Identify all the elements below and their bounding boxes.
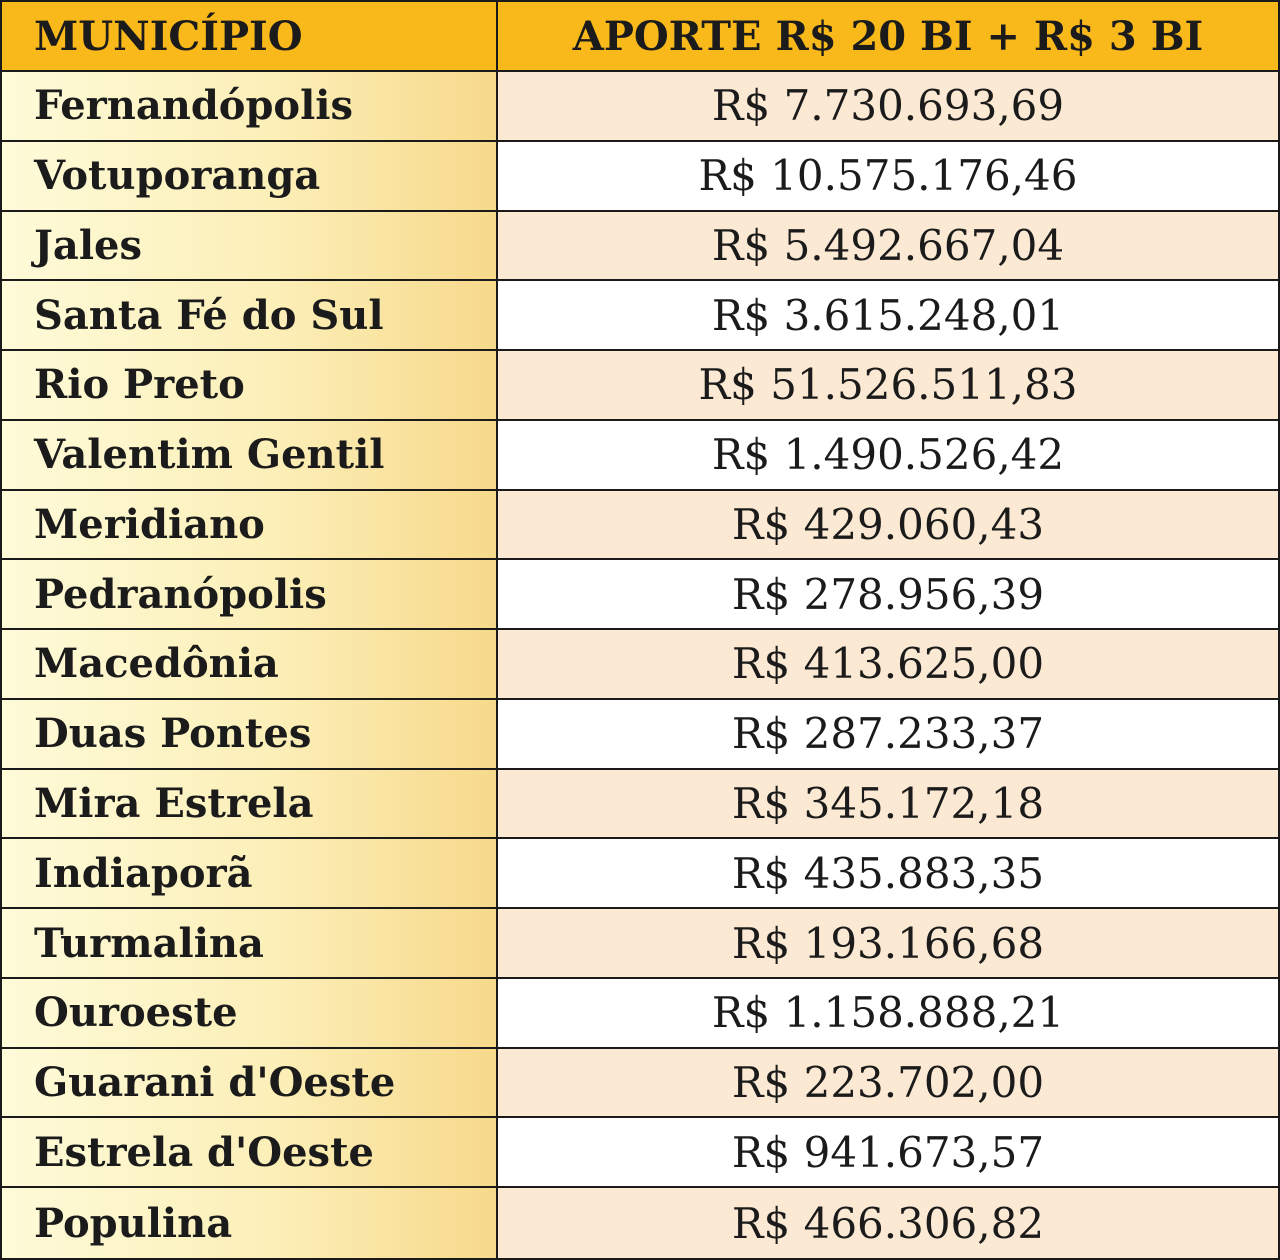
cell-municipio: Meridiano: [2, 491, 498, 561]
cell-aporte: R$ 413.625,00: [498, 630, 1278, 700]
cell-municipio: Mira Estrela: [2, 770, 498, 840]
cell-aporte: R$ 345.172,18: [498, 770, 1278, 840]
header-aporte: APORTE R$ 20 BI + R$ 3 BI: [498, 2, 1278, 72]
cell-municipio: Indiaporã: [2, 839, 498, 909]
cell-aporte: R$ 466.306,82: [498, 1188, 1278, 1258]
cell-municipio: Votuporanga: [2, 142, 498, 212]
cell-municipio: Jales: [2, 212, 498, 282]
cell-aporte: R$ 3.615.248,01: [498, 281, 1278, 351]
cell-municipio: Turmalina: [2, 909, 498, 979]
cell-aporte: R$ 223.702,00: [498, 1049, 1278, 1119]
cell-municipio: Duas Pontes: [2, 700, 498, 770]
header-municipio: MUNICÍPIO: [2, 2, 498, 72]
cell-aporte: R$ 278.956,39: [498, 560, 1278, 630]
cell-aporte: R$ 51.526.511,83: [498, 351, 1278, 421]
cell-aporte: R$ 429.060,43: [498, 491, 1278, 561]
cell-municipio: Rio Preto: [2, 351, 498, 421]
cell-municipio: Populina: [2, 1188, 498, 1258]
cell-aporte: R$ 941.673,57: [498, 1118, 1278, 1188]
cell-municipio: Fernandópolis: [2, 72, 498, 142]
cell-aporte: R$ 193.166,68: [498, 909, 1278, 979]
cell-aporte: R$ 435.883,35: [498, 839, 1278, 909]
cell-municipio: Estrela d'Oeste: [2, 1118, 498, 1188]
cell-aporte: R$ 7.730.693,69: [498, 72, 1278, 142]
cell-aporte: R$ 1.158.888,21: [498, 979, 1278, 1049]
cell-municipio: Pedranópolis: [2, 560, 498, 630]
cell-aporte: R$ 5.492.667,04: [498, 212, 1278, 282]
cell-municipio: Macedônia: [2, 630, 498, 700]
cell-municipio: Valentim Gentil: [2, 421, 498, 491]
cell-municipio: Ouroeste: [2, 979, 498, 1049]
cell-aporte: R$ 287.233,37: [498, 700, 1278, 770]
cell-aporte: R$ 10.575.176,46: [498, 142, 1278, 212]
cell-aporte: R$ 1.490.526,42: [498, 421, 1278, 491]
cell-municipio: Santa Fé do Sul: [2, 281, 498, 351]
cell-municipio: Guarani d'Oeste: [2, 1049, 498, 1119]
